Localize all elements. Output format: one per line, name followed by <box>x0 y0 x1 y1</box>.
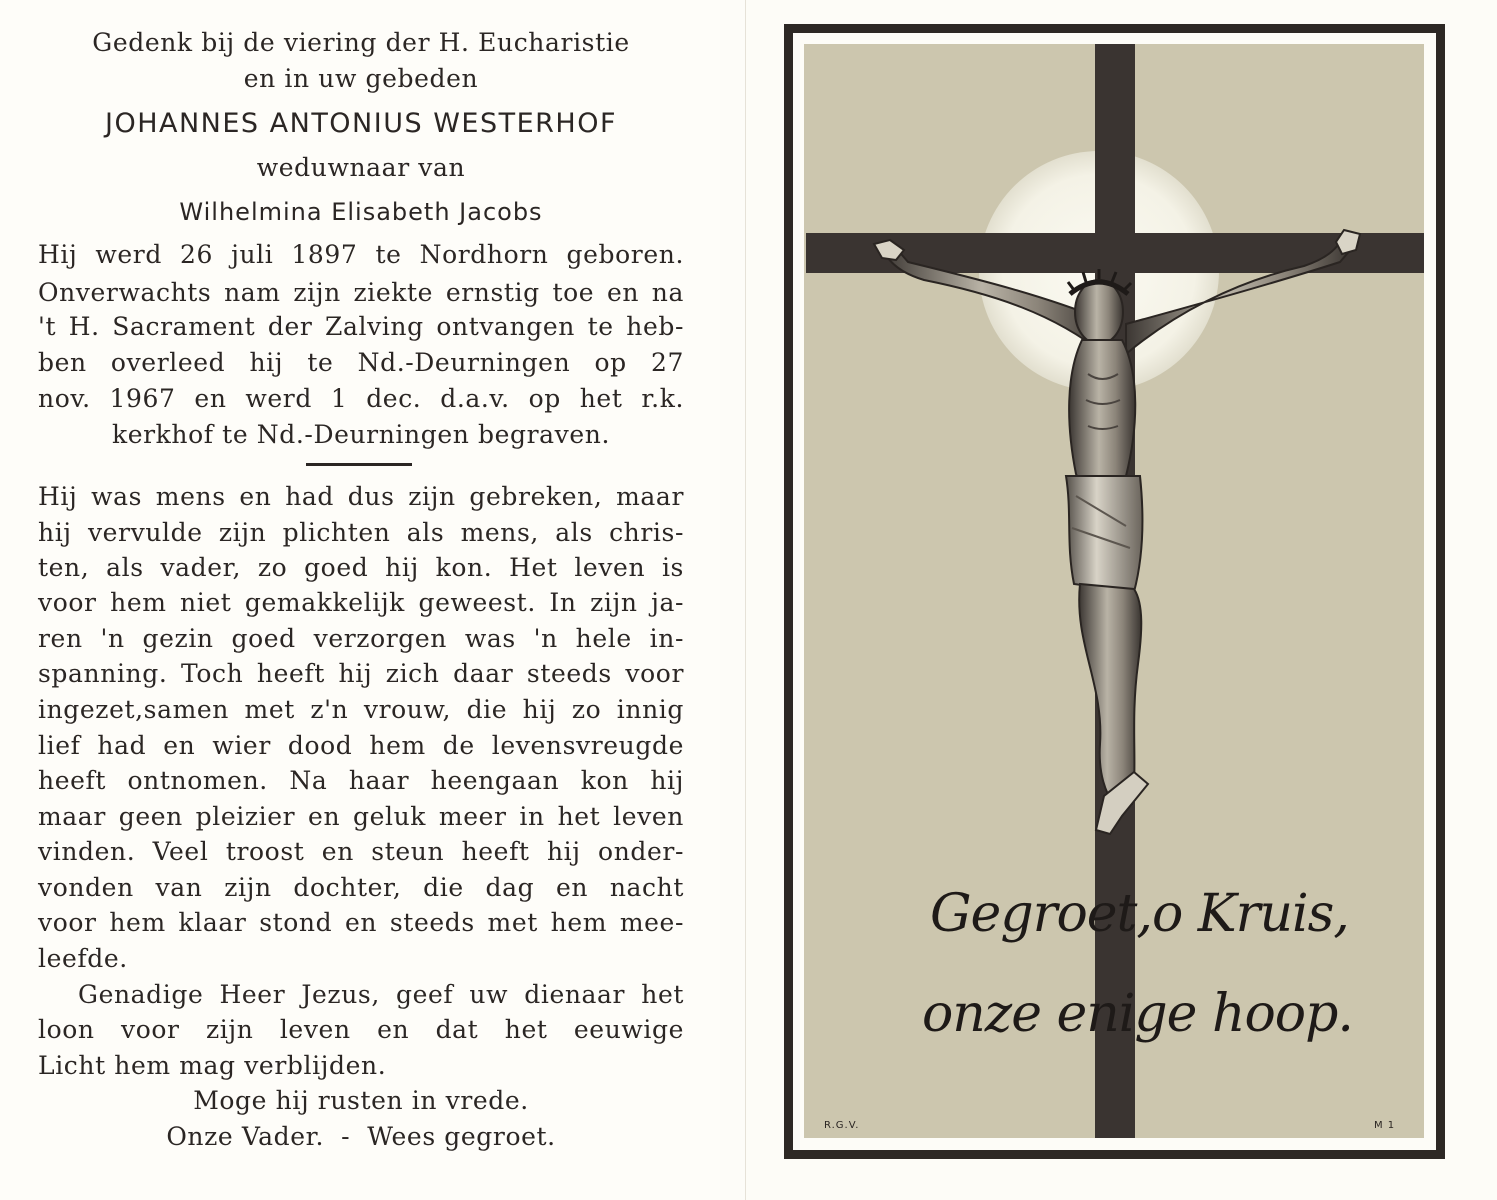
tribute-line-12: vonden van zijn dochter, die dag en nacht <box>38 873 684 902</box>
life-line-4: ben overleed hij te Nd.-Deurningen op 27 <box>38 348 684 377</box>
life-line-6: kerkhof te Nd.-Deurningen begraven. <box>111 420 610 449</box>
tribute-line-13: voor hem klaar stond en steeds met hem mee- <box>38 908 684 937</box>
relation-line: weduwnaar van <box>256 153 466 182</box>
spouse-name: Wilhelmina Elisabeth Jacobs <box>179 198 543 226</box>
motto-line-1: Gegroet,o Kruis, <box>930 884 1349 944</box>
life-line-1: Hij werd 26 juli 1897 te Nordhorn geboren. <box>38 240 684 269</box>
tribute-line-11: vinden. Veel troost en steun heeft hij onder- <box>38 837 684 866</box>
print-code: M 1 <box>1374 1120 1396 1131</box>
prayer-line-3: Licht hem mag verblijden. <box>38 1051 387 1080</box>
tribute-line-2: hij vervulde zijn plichten als mens, als chris- <box>38 518 684 547</box>
tribute-line-1: Hij was mens en had dus zijn gebreken, maar <box>38 482 684 511</box>
tribute-line-5: ren 'n gezin goed verzorgen was 'n hele in- <box>38 624 684 653</box>
intro-line-1: Gedenk bij de viering der H. Eucharistie <box>92 28 630 57</box>
motto-line-2: onze enige hoop. <box>922 984 1353 1044</box>
life-line-3: 't H. Sacrament der Zalving ontvangen te heb- <box>38 312 684 341</box>
tribute-line-4: voor hem niet gemakkelijk geweest. In zijn ja- <box>38 588 684 617</box>
torso <box>1069 340 1135 490</box>
closing-line-2: Onze Vader. - Wees gegroet. <box>166 1122 556 1151</box>
maker-mark: R.G.V. <box>824 1120 860 1131</box>
closing-line-1: Moge hij rusten in vrede. <box>193 1086 529 1115</box>
tribute-line-3: ten, als vader, zo goed hij kon. Het leven is <box>38 553 684 582</box>
divider-rule <box>306 463 412 466</box>
tribute-line-10: maar geen pleizier en geluk meer in het leven <box>38 802 684 831</box>
crucifix-panel <box>804 44 1424 1138</box>
tribute-line-6: spanning. Toch heeft hij zich daar steeds voor <box>38 659 684 688</box>
head <box>1075 280 1123 344</box>
crucifix-icon <box>804 44 1424 1138</box>
prayer-line-2: loon voor zijn leven en dat het eeuwige <box>38 1015 684 1044</box>
life-line-2: Onverwachts nam zijn ziekte ernstig toe en na <box>38 278 684 307</box>
intro-line-2: en in uw gebeden <box>243 64 479 93</box>
tribute-line-14: leefde. <box>38 944 128 973</box>
life-line-5: nov. 1967 en werd 1 dec. d.a.v. op het r.k. <box>38 384 684 413</box>
legs <box>1079 584 1141 804</box>
prayer-line-1: Genadige Heer Jezus, geef uw dienaar het <box>78 980 684 1009</box>
loincloth <box>1066 476 1142 592</box>
tribute-line-7: ingezet,samen met z'n vrouw, die hij zo innig <box>38 695 684 724</box>
deceased-name: JOHANNES ANTONIUS WESTERHOF <box>104 108 617 139</box>
tribute-line-8: lief had en wier dood hem de levensvreugde <box>38 731 684 760</box>
tribute-line-9: heeft ontnomen. Na haar heengaan kon hij <box>38 766 684 795</box>
text-page <box>0 0 720 1200</box>
